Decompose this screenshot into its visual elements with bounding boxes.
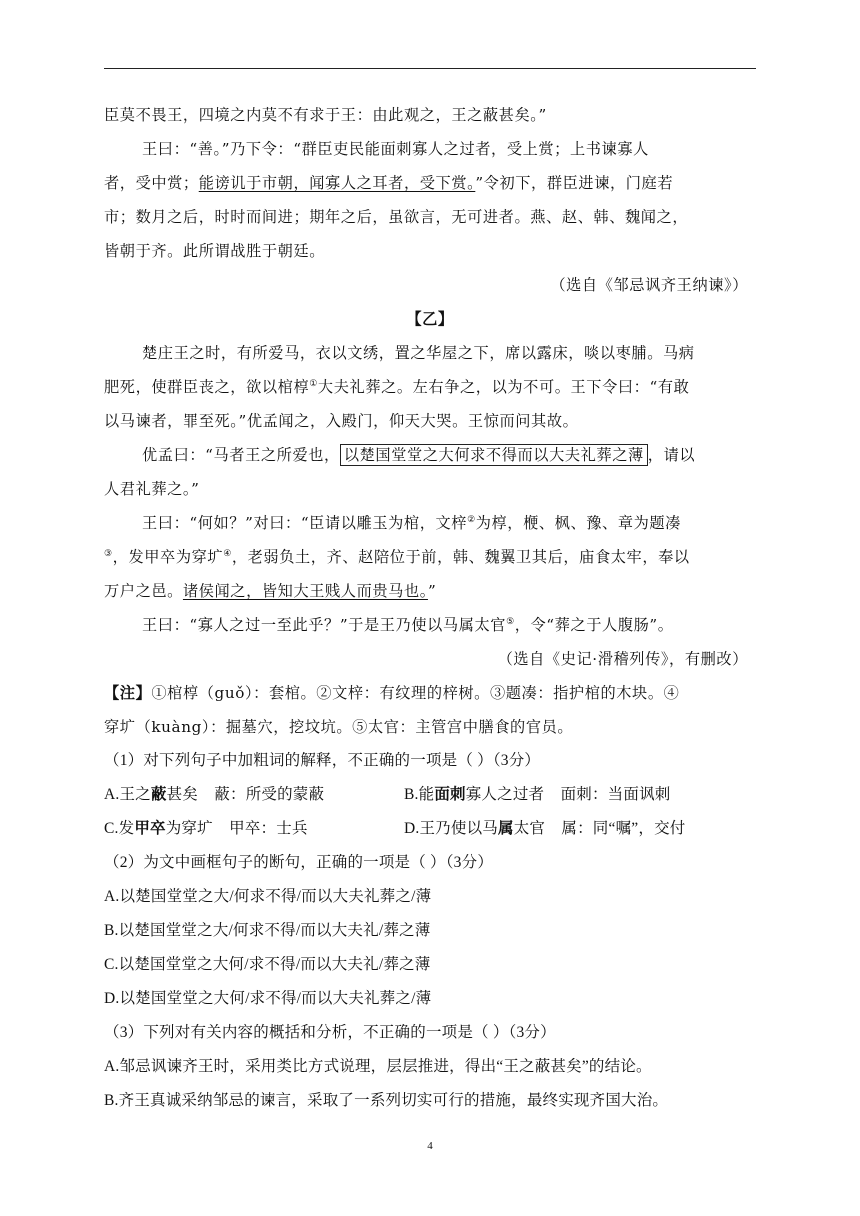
q2-option-b: B.以楚国堂堂之大/何求不得/而以大夫礼/葬之薄: [104, 922, 431, 939]
yi-p4-text: 王曰：“寡人之过一至此乎？”于是王乃使以马属太官: [142, 616, 507, 634]
yi-p4-line-1: [142, 614, 802, 636]
yi-p3-line-1: [142, 512, 802, 534]
yi-p3-line-2: [104, 546, 764, 568]
yi-p1-line-2-text-end: 大夫礼葬之。左右争之，以为不可。王下令曰：“有敢: [317, 378, 690, 396]
footnote-marker-2: ②: [467, 514, 476, 525]
notes-line-2: 穿圹（kuàng）：掘墓穴，挖坟坑。⑤太官：主管宫中膳食的官员。: [104, 718, 574, 736]
jia-line-3: [104, 172, 764, 194]
jia-line-3-text: 者，受中赏；: [104, 174, 199, 192]
q3-option-a: A.邹忌讽谏齐王时，采用类比方式说理，层层推进，得出“王之蔽甚矣”的结论。: [104, 1058, 652, 1075]
q1-option-a: A.王之蔽甚矣 蔽：所受的蒙蔽: [104, 786, 325, 803]
notes-label: 【注】: [104, 684, 152, 702]
yi-p3-text: 王曰：“何如？”对曰：“臣请以雕玉为棺，文梓: [142, 514, 468, 532]
question-3-stem: （3）下列对有关内容的概括和分析，不正确的一项是（ ）（3分）: [104, 1024, 556, 1041]
footnote-marker-4: ④: [223, 548, 232, 559]
question-2-stem: （2）为文中画框句子的断句，正确的一项是（ ）（3分）: [104, 854, 494, 871]
notes-line-1: [104, 682, 764, 704]
footnote-marker-5: ⑤: [506, 616, 515, 627]
yi-p3-line-2-text-end: ，老弱负土，齐、赵陪位于前，韩、魏翼卫其后，庙食太牢，奉以: [231, 548, 690, 566]
underlined-sentence-1: 能谤讥于市朝，闻寡人之耳者，受下赏。: [198, 174, 476, 192]
page-number: 4: [427, 1140, 433, 1152]
q1-option-d: D.王乃使以马属太官 属：同“嘱”，交付: [404, 820, 686, 837]
yi-p3-line-3-quote: ”: [427, 582, 437, 600]
yi-p1-line-1: 楚庄王之时，有所爱马，衣以文绣，置之华屋之下，席以露床，啖以枣脯。马病: [142, 344, 695, 362]
question-1-stem: （1）对下列句子中加粗词的解释，不正确的一项是（ ）（3分）: [104, 752, 541, 769]
boxed-sentence: 以楚国堂堂之大何求不得而以大夫礼葬之薄: [340, 444, 648, 466]
underlined-sentence-2: 诸侯闻之，皆知大王贱人而贵马也。: [182, 582, 428, 600]
jia-line-4: 市；数月之后，时时而间进；期年之后，虽欲言，无可进者。燕、赵、韩、魏闻之，: [104, 208, 689, 226]
header-rule: [104, 68, 756, 69]
jia-line-1: 臣莫不畏王，四境之内莫不有求于王：由此观之，王之蔽甚矣。”: [104, 106, 547, 124]
q1-option-c: C.发甲卒为穿圹 甲卒：士兵: [104, 820, 308, 837]
yi-p2-text-end: ，请以: [647, 446, 696, 464]
yi-heading: 【乙】: [406, 310, 454, 328]
q2-option-d: D.以楚国堂堂之大何/求不得/而以大夫礼葬之/薄: [104, 990, 432, 1007]
yi-p3-line-3: [104, 580, 764, 602]
jia-line-2: 王曰：“善。”乃下令：“群臣吏民能面刺寡人之过者，受上赏；上书谏寡人: [142, 140, 649, 158]
jia-line-3-text-end: ”令初下，群臣进谏，门庭若: [475, 174, 674, 192]
q1-option-b: B.能面刺寡人之过者 面刺：当面讽刺: [404, 786, 671, 803]
q3-option-b: B.齐王真诚采纳邹忌的谏言，采取了一系列切实可行的措施，最终实现齐国大治。: [104, 1092, 669, 1109]
q2-option-c: C.以楚国堂堂之大何/求不得/而以大夫礼/葬之薄: [104, 956, 431, 973]
yi-p1-line-3: 以马谏者，罪至死。”优孟闻之，入殿门，仰天大哭。王惊而问其故。: [104, 412, 579, 430]
yi-p1-line-2-text: 肥死，使群臣丧之，欲以棺椁: [104, 378, 310, 396]
notes-line-1-text: ①棺椁（guǒ）：套棺。②文梓：有纹理的梓树。③题凑：指护棺的木块。④: [151, 684, 680, 702]
yi-p3-line-3-text: 万户之邑。: [104, 582, 183, 600]
jia-source: （选自《邹忌讽齐王纳谏》）: [550, 276, 748, 294]
jia-line-5: 皆朝于齐。此所谓战胜于朝廷。: [104, 242, 326, 260]
yi-p1-line-2: [104, 376, 764, 398]
footnote-marker-1: ①: [309, 378, 318, 389]
yi-p2-line-2: 人君礼葬之。”: [104, 480, 200, 498]
yi-p3-text-end: 为椁，楩、枫、豫、章为题凑: [475, 514, 681, 532]
yi-source: （选自《史记·滑稽列传》，有删改）: [497, 650, 748, 668]
footnote-marker-3: ③: [104, 548, 113, 559]
yi-p4-text-end: ，令“葬之于人腹肠”。: [514, 616, 674, 634]
q2-option-a: A.以楚国堂堂之大/何求不得/而以大夫礼葬之/薄: [104, 888, 432, 905]
yi-p2-line-1: [142, 444, 802, 466]
yi-p2-text: 优孟曰：“马者王之所爱也，: [142, 446, 340, 464]
yi-p3-line-2-text: ，发甲卒为穿圹: [112, 548, 224, 566]
